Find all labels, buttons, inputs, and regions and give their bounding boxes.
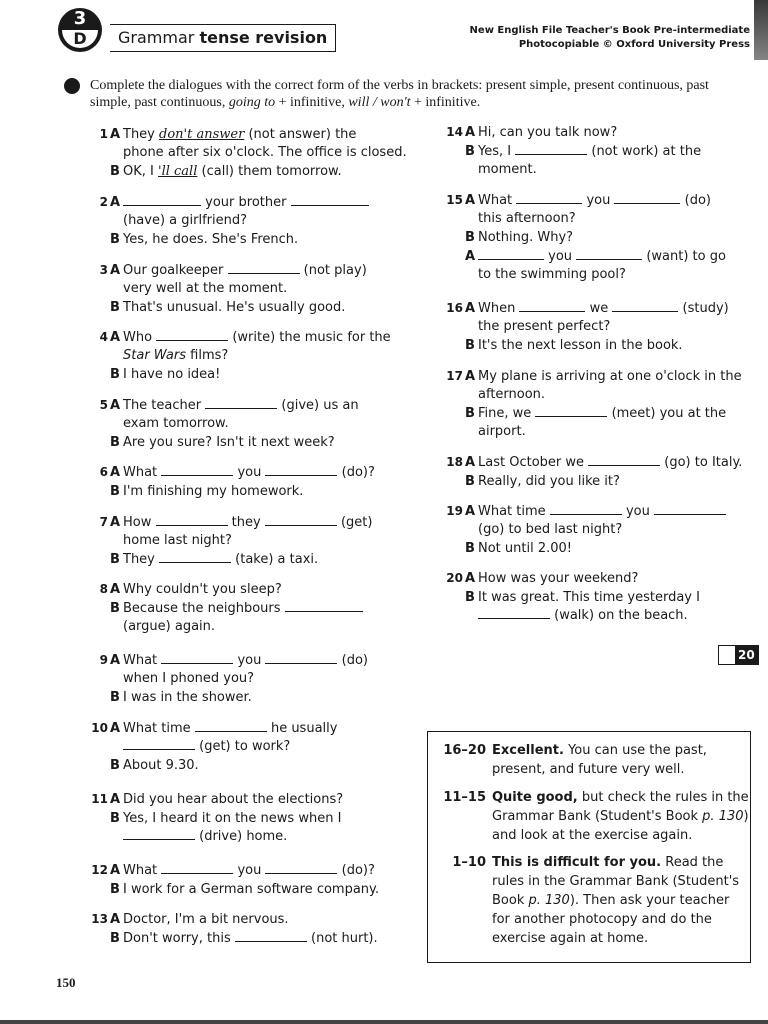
answer-gap[interactable]: [654, 502, 726, 515]
answer-gap[interactable]: [235, 929, 307, 942]
answer-gap[interactable]: [478, 606, 550, 619]
answer-gap[interactable]: [612, 299, 678, 312]
page-number: 150: [56, 975, 76, 990]
exercise-3: 3 A Our goalkeeper (not play) very well at the moment. B That's unusual. He's usually good.: [99, 263, 367, 315]
answer-gap[interactable]: [265, 513, 337, 526]
publisher-copyright: Photocopiable © Oxford University Press: [518, 39, 750, 50]
answer-gap[interactable]: [123, 193, 201, 206]
bullet-icon: [64, 78, 80, 94]
answer-gap[interactable]: [516, 191, 582, 204]
exercise-11: 11 A Did you hear about the elections? B Yes, I heard it on the news when I (drive) home.: [91, 792, 344, 844]
exercise-5: 5 A The teacher (give) us an exam tomorrow. B Are you sure? Isn't it next week?: [99, 398, 359, 450]
exercise-1: 1 A They don't answer (not answer) the phone after six o'clock. The office is closed. B OK, I 'll call (call) them tomorrow.: [99, 127, 407, 179]
results-key: 16–20 Excellent. You can use the past, present, and future very well. 11–15 Quite good, but check the rules in the Grammar Bank (Student's Book p. 130) and look at the exercise again. 1–10 This is difficult for you. Read the rules in the Grammar Bank (Student's Book p. 130). Then ask your teacher for another photocopy and do the exercise again at home.: [427, 731, 751, 963]
answer-gap[interactable]: [291, 193, 369, 206]
exercise-10: 10 A What time he usually (get) to work? B About 9.30.: [91, 721, 338, 773]
exercise-8: 8 A Why couldn't you sleep? B Because the neighbours (argue) again.: [88, 580, 408, 636]
answer-gap[interactable]: [205, 396, 277, 409]
score-total: 20: [735, 646, 758, 664]
example-answer: 'll call: [158, 164, 198, 179]
answer-gap[interactable]: [156, 513, 228, 526]
answer-gap[interactable]: [161, 861, 233, 874]
publisher-credit: [470, 24, 750, 52]
exercise-18: 18 A Last October we (go) to Italy. B Really, did you like it?: [446, 455, 743, 489]
exercise-20: 20 A How was your weekend? B It was great. This time yesterday I (walk) on the beach.: [446, 571, 700, 623]
answer-gap[interactable]: [265, 651, 337, 664]
answer-gap[interactable]: [161, 651, 233, 664]
exercise-17: 17 A My plane is arriving at one o'clock in the afternoon. B Fine, we (meet) you at the airport.: [446, 369, 742, 439]
answer-gap[interactable]: [478, 247, 544, 260]
unit-letter: D: [73, 29, 87, 48]
score-entry-field[interactable]: [719, 646, 735, 664]
answer-gap[interactable]: [576, 247, 642, 260]
exercise-19: 19 A What time you (go) to bed last night? B Not until 2.00!: [443, 502, 753, 558]
worksheet-title: Grammar tense revision: [110, 24, 336, 52]
instruction: Complete the dialogues with the correct form of the verbs in brackets: present simple, present continuous, past simple, past continuous, going to + infinitive, will / won't + infinitive.: [90, 77, 740, 111]
answer-gap[interactable]: [195, 719, 267, 732]
answer-gap[interactable]: [123, 737, 195, 750]
example-answer: don't answer: [159, 127, 245, 142]
answer-gap[interactable]: [519, 299, 585, 312]
exercise-16: 16 A When we (study) the present perfect? B It's the next lesson in the book.: [446, 301, 729, 353]
answer-gap[interactable]: [265, 463, 337, 476]
exercise-4: 4 A Who (write) the music for the Star Wars films? B I have no idea!: [99, 330, 391, 382]
answer-gap[interactable]: [228, 261, 300, 274]
exercise-15: 15 A What you (do) this afternoon? B Nothing. Why? A you (want) to go to the swimming pool?: [446, 193, 726, 282]
answer-gap[interactable]: [285, 599, 363, 612]
answer-gap[interactable]: [159, 550, 231, 563]
exercise-6: 6 A What you (do)? B I'm finishing my homework.: [99, 465, 375, 499]
unit-badge: [58, 8, 102, 52]
exercise-14: 14 A Hi, can you talk now? B Yes, I (not work) at the moment.: [446, 125, 702, 177]
answer-gap[interactable]: [123, 827, 195, 840]
exercise-2: 2 A your brother (have) a girlfriend? B Yes, he does. She's French.: [88, 193, 408, 249]
exercise-12: 12 A What you (do)? B I work for a German software company.: [91, 863, 380, 897]
score-box: [718, 645, 759, 665]
answer-gap[interactable]: [588, 453, 660, 466]
answer-gap[interactable]: [614, 191, 680, 204]
exercise-13: 13 A Doctor, I'm a bit nervous. B Don't worry, this (not hurt).: [91, 912, 378, 946]
answer-gap[interactable]: [550, 502, 622, 515]
page-bottom-rule: [0, 1020, 768, 1024]
scan-edge: [754, 0, 768, 60]
unit-number: 3: [73, 8, 87, 29]
answer-gap[interactable]: [515, 142, 587, 155]
answer-gap[interactable]: [265, 861, 337, 874]
exercise-7: 7 A How they (get) home last night? B They (take) a taxi.: [99, 515, 373, 567]
answer-gap[interactable]: [156, 328, 228, 341]
exercise-9: 9 A What you (do) when I phoned you? B I was in the shower.: [99, 653, 368, 705]
answer-gap[interactable]: [535, 404, 607, 417]
publisher-book: New English File Teacher's Book Pre-intermediate: [469, 25, 750, 36]
answer-gap[interactable]: [161, 463, 233, 476]
